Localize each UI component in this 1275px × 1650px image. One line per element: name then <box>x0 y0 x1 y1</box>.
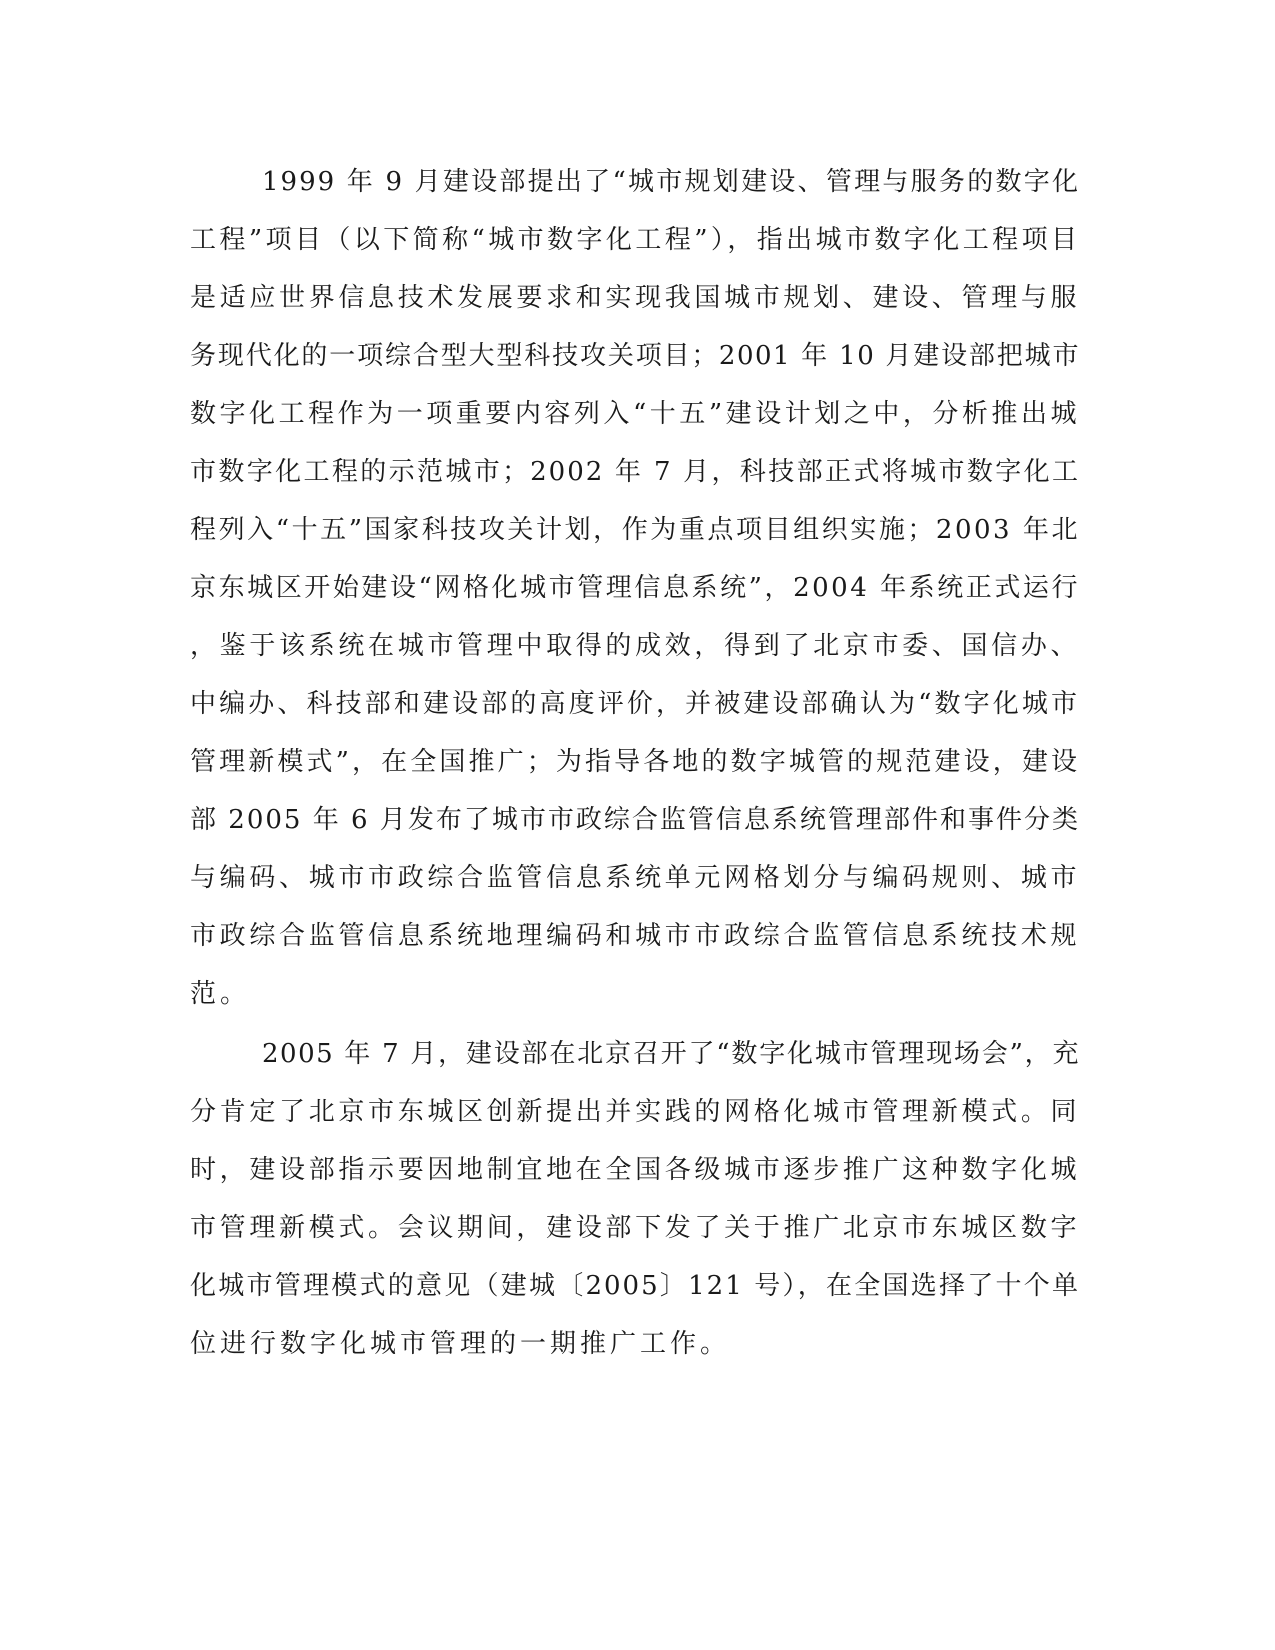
paragraph-1-line-14: 市政综合监管信息系统地理编码和城市市政综合监管信息系统技术规 <box>190 921 1080 951</box>
paragraph-1-line-13: 与编码、城市市政综合监管信息系统单元网格划分与编码规则、城市 <box>190 863 1080 893</box>
paragraph-2-line-2: 分肯定了北京市东城区创新提出并实践的网格化城市管理新模式。同 <box>190 1097 1080 1127</box>
paragraph-1-line-15: 范。 <box>190 979 251 1009</box>
paragraph-2-line-6: 位进行数字化城市管理的一期推广工作。 <box>190 1329 731 1359</box>
paragraph-1-line-3: 是适应世界信息技术发展要求和实现我国城市规划、建设、管理与服 <box>190 283 1080 313</box>
paragraph-2-line-1: 2005 年 7 月，建设部在北京召开了“数字化城市管理现场会”，充 <box>262 1039 1080 1069</box>
paragraph-2-line-5: 化城市管理模式的意见（建城〔2005〕121 号），在全国选择了十个单 <box>190 1271 1080 1301</box>
paragraph-1-line-7: 程列入“十五”国家科技攻关计划，作为重点项目组织实施；2003 年北 <box>190 515 1080 545</box>
paragraph-2-line-3: 时，建设部指示要因地制宜地在全国各级城市逐步推广这种数字化城 <box>190 1155 1080 1185</box>
paragraph-1-line-5: 数字化工程作为一项重要内容列入“十五”建设计划之中，分析推出城 <box>190 399 1080 429</box>
paragraph-2-line-4: 市管理新模式。会议期间，建设部下发了关于推广北京市东城区数字 <box>190 1213 1080 1243</box>
paragraph-1-line-6: 市数字化工程的示范城市；2002 年 7 月，科技部正式将城市数字化工 <box>190 457 1080 487</box>
paragraph-1-line-12: 部 2005 年 6 月发布了城市市政综合监管信息系统管理部件和事件分类 <box>190 805 1080 835</box>
paragraph-1-line-2: 工程”项目（以下简称“城市数字化工程”），指出城市数字化工程项目 <box>190 225 1080 255</box>
paragraph-1-line-9: ，鉴于该系统在城市管理中取得的成效，得到了北京市委、国信办、 <box>190 631 1080 661</box>
paragraph-1-line-4: 务现代化的一项综合型大型科技攻关项目；2001 年 10 月建设部把城市 <box>190 341 1080 371</box>
paragraph-1-line-10: 中编办、科技部和建设部的高度评价，并被建设部确认为“数字化城市 <box>190 689 1080 719</box>
paragraph-1-line-8: 京东城区开始建设“网格化城市管理信息系统”，2004 年系统正式运行 <box>190 573 1080 603</box>
paragraph-1-line-1: 1999 年 9 月建设部提出了“城市规划建设、管理与服务的数字化 <box>262 167 1080 197</box>
paragraph-1-line-11: 管理新模式”，在全国推广；为指导各地的数字城管的规范建设，建设 <box>190 747 1080 777</box>
